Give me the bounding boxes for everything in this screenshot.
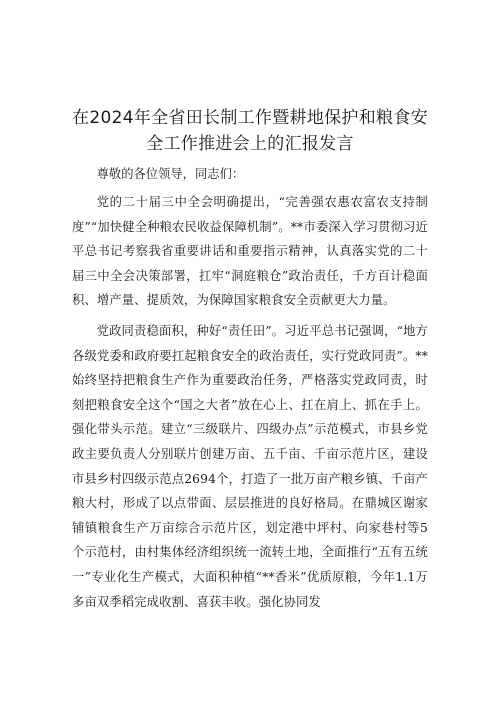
title-line-1: 在2024年全省田长制工作暨耕地保护和粮食安: [72, 108, 428, 128]
body-paragraph-2: 党政同责稳面积，种好“责任田”。习近平总书记强调，“地方各级党委和政府要扛起粮食安全的政治责任，实行党政同责”。**始终坚持把粮食生产作为重要政治任务，严格落实党政同责，时刻把粮食安全这个“国之大者”放在心上、扛在肩上、抓在手上。强化带头示范。建立“三级联片、四级办点”示范模式，市县乡党政主要负责人分别联片创建万亩、五千亩、千亩示范片区，建设市县乡村四级示范点2694个，打造了一批万亩产粮乡镇、千亩产粮大村，形成了以点带面、层层推进的良好格局。在鼎城区谢家铺镇粮食生产万亩综合示范片区，划定港中坪村、向家巷村等5个示范村，由村集体经济组织统一流转土地，全面推行“五有五统一”专业化生产模式，大面积种植“**香米”优质原粮，今年1.1万多亩双季稻完成收割、喜获丰收。强化协同发: [72, 323, 428, 609]
body-paragraph-1: 党的二十届三中全会明确提出，“完善强农惠农富农支持制度”“加快健全种粮农民收益保障机制”。**市委深入学习贯彻习近平总书记考察我省重要讲话和重要指示精神，认真落实党的二十届三中全会决策部署，扛牢“洞庭粮仓”政治责任，千方百计稳面积、增产量、提质效，为保障国家粮食安全贡献更大力量。: [72, 195, 428, 308]
title-line-2: 全工作推进会上的汇报发言: [146, 134, 354, 154]
salutation: 尊敬的各位领导，同志们：: [96, 167, 245, 181]
document-title: [72, 105, 428, 157]
